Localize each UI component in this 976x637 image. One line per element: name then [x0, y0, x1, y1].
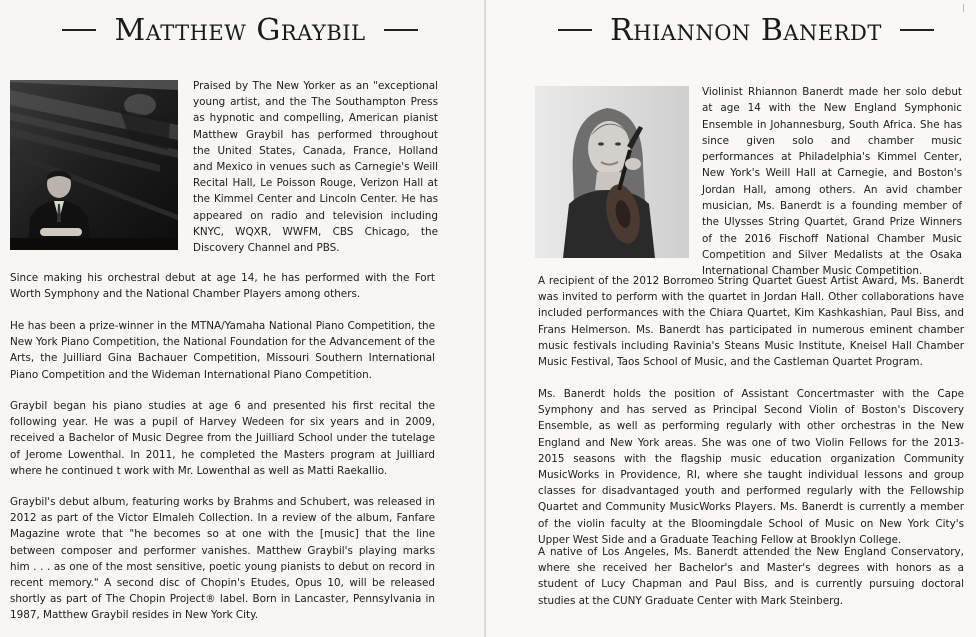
banerdt-paragraph-1: A recipient of the 2012 Borromeo String Quartet Guest Artist Award, Ms. Banerdt was invited to perform with the quartet in Jordan Hall. Other collaborations have included performances with the Chiara Quartet, Kim Kashkashian, Paul Biss, and Frans Helmerson. Ms. Banerdt has participated in numerous eminent chamber music festivals including Ravinia's Steans Music Institute, Kneisel Hall Chamber Music Festival, Taos School of Music, and the Castleman Quartet Program.: [538, 275, 964, 369]
heading-rule: [62, 29, 96, 31]
heading-rule: [900, 29, 934, 31]
right-page: [486, 0, 976, 637]
graybil-paragraph-2: He has been a prize-winner in the MTNA/Yamaha National Piano Competition, the New York Piano Competition, the National Foundation for the Advancement of the Arts, the Juilliard Gina Bachauer Competition, Missouri Southern International Piano Competition and the Wideman International Piano Competition.: [10, 320, 435, 381]
left-heading: [20, 8, 460, 52]
right-heading: [526, 8, 966, 52]
graybil-intro: Praised by The New Yorker as an "exceptional young artist, and the The Southampton Press as hypnotic and compelling, American pianist Matthew Graybil has performed throughout the United States, Canada, France, Holland and Mexico in venues such as Carnegie's Weill Recital Hall, Le Poisson Rouge, Verizon Hall at the Kimmel Center and Lincoln Center. He has appeared on radio and television including KNYC, WQXR, WWFM, CBS Chicago, the Discovery Channel and PBS.: [193, 80, 438, 255]
left-page: [0, 0, 486, 637]
artist-name-banerdt: Rhiannon Banerdt: [610, 12, 882, 48]
banerdt-paragraph-2: Ms. Banerdt holds the position of Assistant Concertmaster with the Cape Symphony and has served as Principal Second Violin of Boston's Discovery Ensemble, as well as performing regularly with other orchestras in the New England and New York areas. She was one of two Violin Fellows for the 2013-2015 seasons with the flagship music education organization Community MusicWorks in Providence, RI, where she taught individual lessons and group classes for disadvantaged youth and performed regularly with the Fellowship Quartet and Community MusicWorks Players. Ms. Banerdt is currently a member of the violin faculty at the Bloomingdale School of Music on New York City's Upper West Side and a Graduate Teaching Fellow at Brooklyn College.: [538, 388, 964, 546]
graybil-paragraph-4: Graybil's debut album, featuring works by Brahms and Schubert, was released in 2012 as part of the Victor Elmaleh Collection. In a review of the album, Fanfare Magazine wrote that "he becomes so at one with the [music] that the line between composer and performer vanishes. Matthew Graybil's playing marks him . . . as one of the most sensitive, poetic young pianists to debut on record in recent memory." A second disc of Chopin's Etudes, Opus 10, will be released shortly as part of The Chopin Project® label. Born in Lancaster, Pennsylvania in 1987, Matthew Graybil resides in New York City.: [10, 496, 435, 622]
heading-rule: [384, 29, 418, 31]
pianist-photo: [10, 80, 178, 250]
banerdt-intro: Violinist Rhiannon Banerdt made her solo debut at age 14 with the New England Symphonic Ensemble in Johannesburg, South Africa. She has since given solo and chamber music performances at Philadelphia's Kimmel Center, New York's Weill Hall at Carnegie, and Boston's Jordan Hall, among others. An avid chamber musician, Ms. Banerdt is a founding member of the Ulysses String Quartet, Grand Prize Winners of the 2016 Fischoff National Chamber Music Competition and Silver Medalists at the Osaka International Chamber Music Competition.: [702, 86, 962, 278]
violinist-photo: [535, 86, 689, 258]
graybil-paragraph-1: Since making his orchestral debut at age 14, he has performed with the Fort Worth Symphony and the National Chamber Players among others.: [10, 272, 435, 301]
heading-rule: [558, 29, 592, 31]
graybil-paragraph-3: Graybil began his piano studies at age 6 and presented his first recital the following year. He was a pupil of Harvey Wedeen for six years and in 2009, received a Bachelor of Music Degree from the Juilliard School under the tutelage of Jerome Lowenthal. In 2011, he completed the Masters program at Juilliard where he continued t work with Mr. Lowenthal as well as Matti Raekallio.: [10, 400, 435, 477]
banerdt-paragraph-3: A native of Los Angeles, Ms. Banerdt attended the New England Conservatory, where she received her Bachelor's and Master's degrees with honors as a student of Lucy Chapman and Paul Biss, and is currently pursuing doctoral studies at the CUNY Graduate Center with Mark Steinberg.: [538, 546, 964, 607]
artist-name-graybil: Matthew Graybil: [114, 12, 366, 48]
